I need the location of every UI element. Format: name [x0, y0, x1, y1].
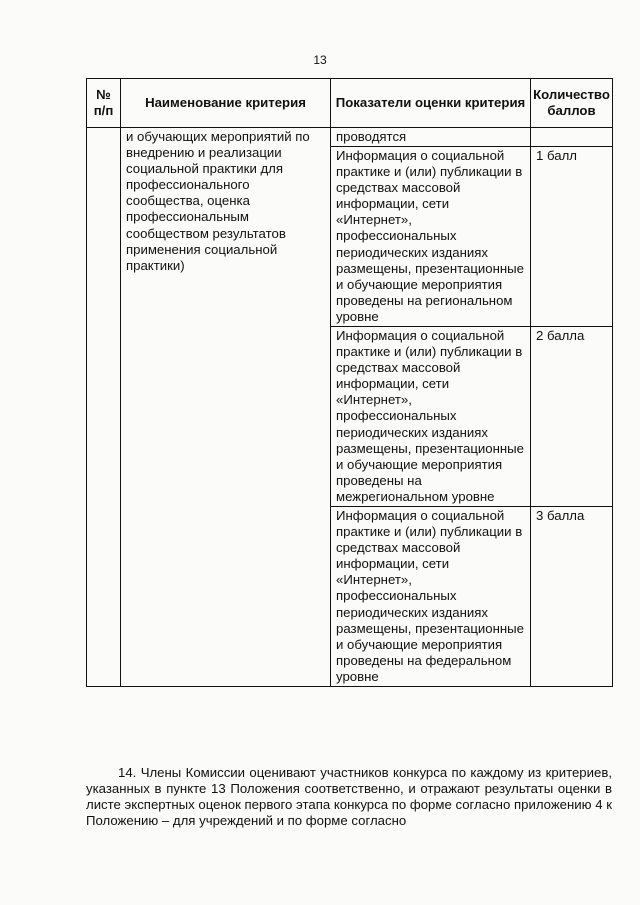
header-indicators: Показатели оценки критерия: [331, 79, 531, 128]
header-points: Количество баллов: [531, 79, 613, 128]
points-cell: 3 балла: [531, 507, 613, 687]
indicator-cell: Информация о социальной практике и (или) публикации в средствах массовой информации, сети «Интернет», профессиональных периодических изданиях размещены, презентационные и обучающие мероприятия проведены на региональном уровне: [331, 147, 531, 327]
page-number: 13: [313, 53, 327, 67]
paragraph-14: 14. Члены Комиссии оценивают участников конкурса по каждому из критериев, указанных в пункте 13 Положения соответственно, и отражают результаты оценки в листе экспертных оценок первого этапа конкурса по форме согласно приложению 4 к Положению – для учреждений и по форме согласно: [86, 765, 612, 829]
points-cell: [531, 128, 613, 147]
points-cell: 2 балла: [531, 327, 613, 507]
indicator-cell: проводятся: [331, 128, 531, 147]
criteria-table: [86, 78, 613, 687]
criterion-name-cell: и обучающих мероприятий по внедрению и реализации социальной практики для профессионального сообщества, оценка профессиональным сообществом результатов применения социальной практики): [121, 128, 331, 687]
number-cell: [87, 128, 121, 687]
indicator-cell: Информация о социальной практике и (или) публикации в средствах массовой информации, сети «Интернет», профессиональных периодических изданиях размещены, презентационные и обучающие мероприятия проведены на федеральном уровне: [331, 507, 531, 687]
header-number: № п/п: [87, 79, 121, 128]
header-criterion-name: Наименование критерия: [121, 79, 331, 128]
points-cell: 1 балл: [531, 147, 613, 327]
table-row: [87, 128, 613, 147]
table-header-row: [87, 79, 613, 128]
indicator-cell: Информация о социальной практике и (или) публикации в средствах массовой информации, сети «Интернет», профессиональных периодических изданиях размещены, презентационные и обучающие мероприятия проведены на межрегиональном уровне: [331, 327, 531, 507]
